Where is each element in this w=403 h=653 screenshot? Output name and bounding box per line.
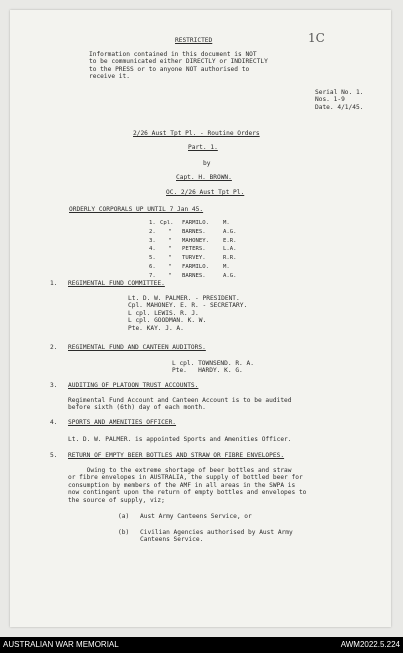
list-item: Cpl. MAHONEY. E. R. - SECRETARY. (128, 302, 248, 310)
paragraph-line: Lt. D. W. PALMER. is appointed Sports and Amenities Officer. (68, 436, 292, 443)
footer-institution: AUSTRALIAN WAR MEMORIAL (3, 640, 119, 649)
notice-line: Information contained in this document is NOT (89, 51, 257, 58)
paragraph-line: Civilian Agencies authorised by Aust Army (140, 529, 293, 536)
handwritten-mark: 1C (308, 31, 325, 45)
list-item: Pte. HARDY. K. G. (172, 367, 243, 375)
author-name: Capt. H. BROWN. (176, 174, 232, 181)
section-4-heading: SPORTS AND AMENITIES OFFICER. (68, 419, 177, 426)
restricted-heading: RESTRICTED (175, 37, 213, 44)
paragraph-line: Regimental Fund Account and Canteen Account is to be audited (68, 397, 292, 404)
section-5-heading: RETURN OF EMPTY BEER BOTTLES AND STRAW OR FIBRE ENVELOPES. (68, 452, 285, 459)
notice-line: receive it. (89, 73, 130, 81)
section-4-number: 4. (50, 419, 58, 426)
paragraph-line: Owing to the extreme shortage of beer bottles and straw (68, 467, 292, 474)
orderly-heading: ORDERLY CORPORALS UP UNTIL 7 Jan 45. (69, 206, 204, 213)
by-label: by (203, 160, 211, 167)
orderly-table (148, 219, 237, 281)
paragraph-line: now contingent upon the return of empty bottles and envelopes to (68, 489, 307, 497)
section-5-item-b-label: (b) (118, 529, 130, 536)
section-5-body (68, 467, 306, 504)
section-1-number: 1. (50, 280, 58, 287)
paragraph-line: before sixth (6th) day of each month. (68, 404, 206, 412)
section-5-item-a-label: (a) (118, 513, 130, 520)
order-date: Date. 4/1/45. (315, 103, 364, 111)
serial-number: Serial No. 1. (315, 89, 364, 96)
list-item: Pte. KAY. J. A. (128, 324, 184, 332)
list-item: L cpl. LEWIS. R. J. (128, 309, 199, 317)
table-row: 7. " BARNES. A.G. (149, 272, 237, 279)
section-3-number: 3. (50, 382, 58, 389)
section-5-number: 5. (50, 452, 58, 459)
order-numbers: Nos. 1-9 (315, 96, 345, 104)
table-row: 5. " TURVEY. R.R. (149, 255, 237, 262)
document-page (10, 10, 391, 627)
paragraph-line: the source of supply, viz; (68, 496, 165, 504)
oc-line: OC. 2/26 Aust Tpt Pl. (166, 189, 245, 196)
table-row: 4. " PETERS. L.A. (149, 246, 237, 253)
section-3-heading: AUDITING OF PLATOON TRUST ACCOUNTS. (68, 382, 199, 389)
section-1-heading: REGIMENTAL FUND COMMITTEE. (68, 280, 165, 287)
section-5-item-b (140, 529, 293, 544)
table-row: 3. " MAHONEY. E.R. (149, 237, 237, 244)
section-2-heading: REGIMENTAL FUND AND CANTEEN AUDITORS. (68, 344, 206, 351)
list-item: L cpl. TOWNSEND. R. A. (172, 360, 254, 367)
notice-line: to be communicated either DIRECTLY or INDIRECTLY (89, 58, 268, 66)
serial-block (315, 89, 363, 111)
section-2-body (172, 360, 254, 375)
notice-line: to the PRESS or to anyone NOT authorised to (89, 65, 250, 73)
notice-block (89, 51, 268, 81)
part-label: Part. 1. (188, 144, 218, 151)
document-title: 2/26 Aust Tpt Pl. - Routine Orders (133, 130, 260, 137)
section-1-body (128, 295, 247, 332)
section-5-item-a: Aust Army Canteens Service, or (140, 513, 252, 520)
list-item: L cpl. GOODMAN. K. W. (128, 317, 207, 325)
footer-bar (0, 637, 403, 653)
list-item: Lt. D. W. PALMER. - PRESIDENT. (128, 295, 240, 302)
section-3-body (68, 397, 292, 412)
table-row: 2. " BARNES. A.G. (149, 228, 237, 235)
table-row: 1. Cpl. FARMILO. M. (149, 220, 230, 226)
table-row: 6. " FARMILO. M. (149, 263, 230, 270)
paragraph-line: consumption by members of the AMF in all areas in the SWPA is (68, 481, 296, 489)
section-4-body (68, 436, 292, 443)
paragraph-line: or fibre envelopes in AUSTRALIA, the supply of bottled beer for (68, 474, 303, 482)
section-2-number: 2. (50, 344, 58, 351)
paragraph-line: Canteens Service. (140, 536, 204, 544)
footer-accession-number: AWM2022.5.224 (340, 640, 400, 649)
